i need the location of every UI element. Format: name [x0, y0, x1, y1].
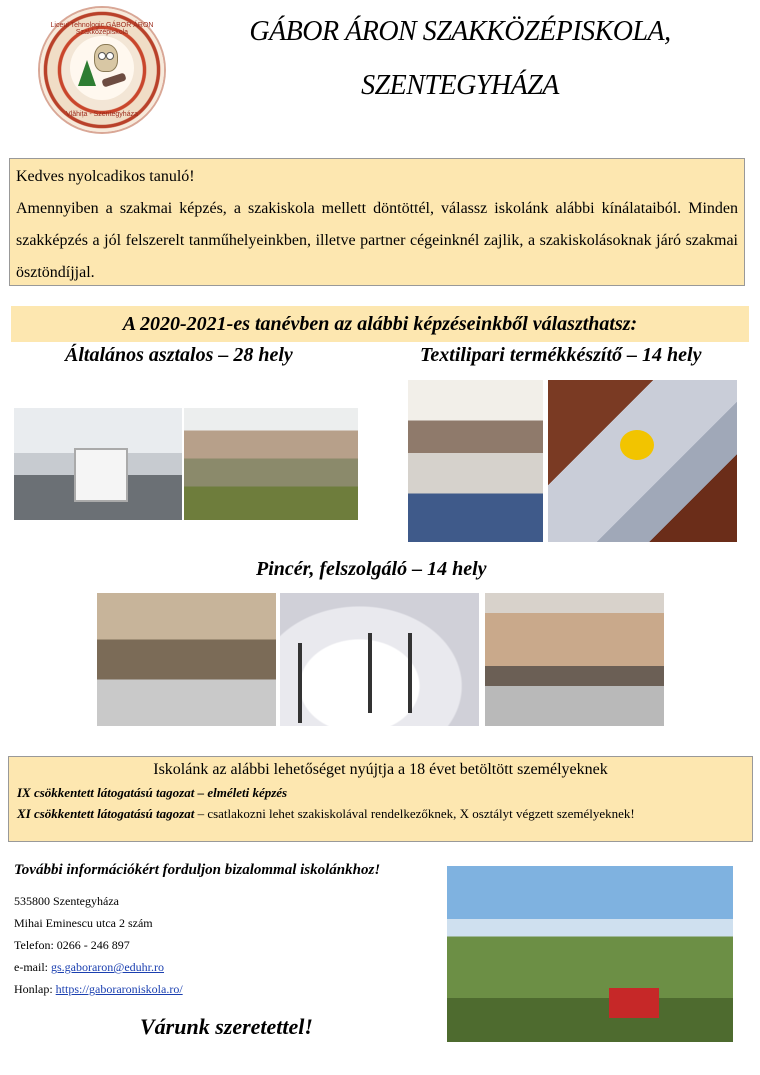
workshop-photo: [14, 408, 182, 520]
adult-row-ix: [17, 785, 744, 801]
adult-row-xi-bold: XI csökkentett látogatású tagozat: [17, 806, 195, 821]
intro-box: [9, 158, 745, 286]
contact-zip-city: 535800 Szentegyháza: [14, 894, 119, 908]
table-setting-photo: [280, 593, 479, 726]
contact-web-row: [14, 978, 183, 1000]
contact-phone: Telefon: 0266 - 246 897: [14, 938, 130, 952]
intro-greeting: Kedves nyolcadikos tanuló!: [16, 168, 195, 185]
email-link[interactable]: gs.gaboraron@eduhr.ro: [50, 960, 165, 974]
adult-row-ix-text: IX csökkentett látogatású tagozat – elméleti képzés: [17, 785, 288, 800]
sewing-class-photo: [408, 380, 543, 542]
logo-text-bottom: Vlăhița - Szentegyháza: [66, 111, 138, 118]
adult-heading: Iskolánk az alábbi lehetőséget nyújtja a 18 évet betöltött személyeknek: [153, 761, 608, 778]
students-group-photo: [97, 593, 276, 726]
adult-row-xi: [17, 806, 744, 822]
owl-icon: [94, 44, 118, 72]
page-title-line1: GÁBOR ÁRON SZAKKÖZÉPISKOLA,: [249, 16, 671, 47]
tree-planting-photo: [184, 408, 358, 520]
website-link[interactable]: https://gaboraroniskola.ro/: [55, 982, 183, 996]
web-label: Honlap:: [14, 982, 56, 996]
logo-text-top: Liceul Tehnologic GÁBOR ÁRON Szakközépiskola: [50, 22, 154, 36]
email-label: e-mail:: [14, 960, 51, 974]
contact-email-row: [14, 956, 183, 978]
programs-banner: A 2020-2021-es tanévben az alábbi képzéseinkből választhatsz:: [11, 306, 749, 342]
textile-products-photo: [548, 380, 737, 542]
closing-text: Várunk szeretettel!: [140, 1014, 313, 1039]
school-logo: [40, 8, 164, 132]
adult-row-xi-rest: – csatlakozni lehet szakiskolával rendelkezőknek, X osztályt végzett személyeknek!: [194, 806, 635, 821]
intro-body: Amennyiben a szakmai képzés, a szakiskola mellett döntöttél, válassz iskolánk alábbi kínálataiból. Minden szakképzés a jól felszerelt tanműhelyeinkben, illetve partner cégeinknél zajlik, a szakiskolásoknak járó szakmai ösztöndíjjal.: [16, 200, 738, 281]
contact-title: További információkért forduljon bizalommal iskolánkhoz!: [14, 862, 381, 878]
program-textil-title: Textilipari termékkészítő – 14 hely: [420, 344, 702, 366]
contact-details: [14, 890, 183, 1000]
contact-street: Mihai Eminescu utca 2 szám: [14, 916, 153, 930]
program-asztalos-title: Általános asztalos – 28 hely: [65, 344, 293, 366]
adult-education-box: [8, 756, 753, 842]
school-building-photo: [447, 866, 733, 1042]
page-title-line2: SZENTEGYHÁZA: [361, 70, 559, 101]
restaurant-group-photo: [485, 593, 664, 726]
tree-icon: [78, 60, 96, 86]
program-pincer-title: Pincér, felszolgáló – 14 hely: [256, 558, 487, 580]
